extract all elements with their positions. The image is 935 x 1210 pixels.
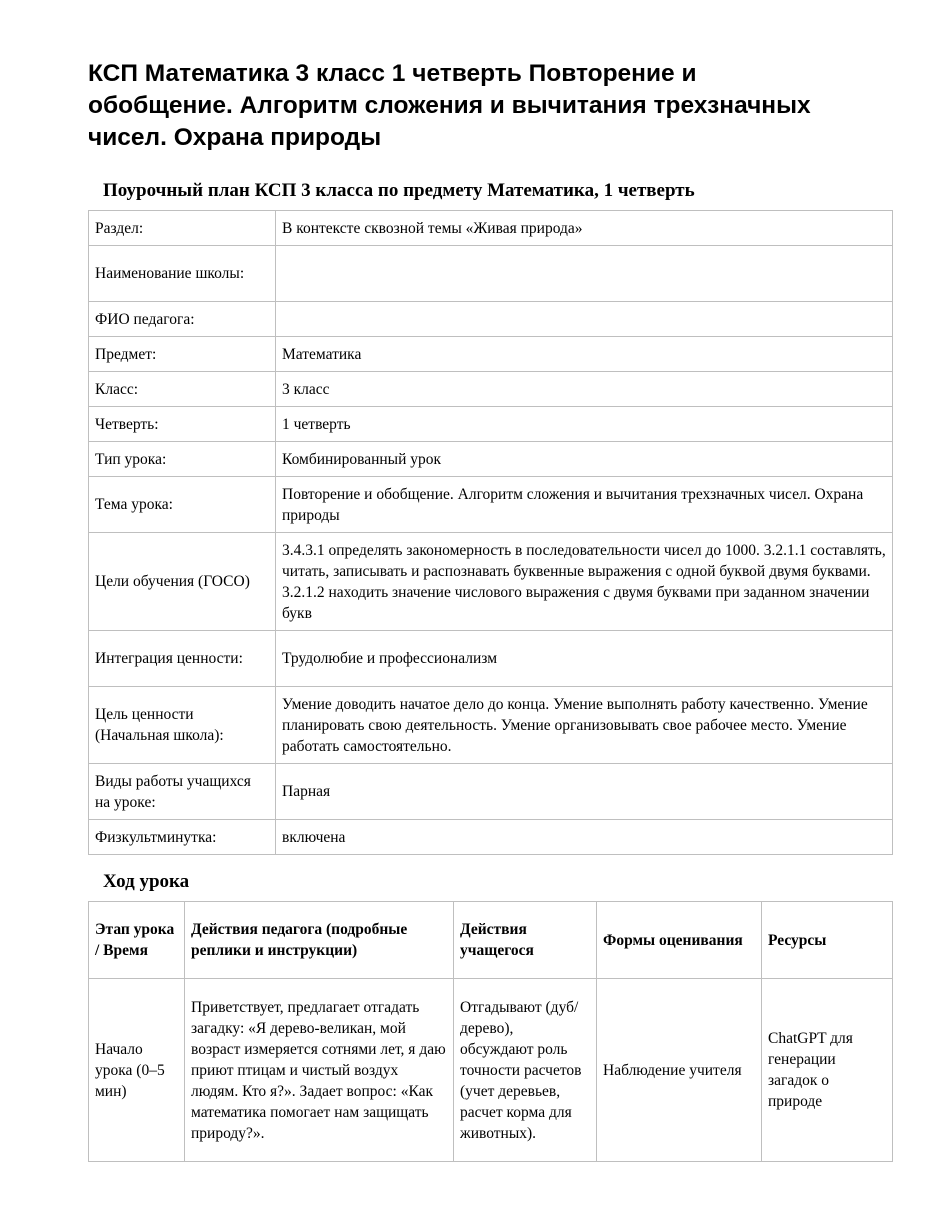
row-value: Умение доводить начатое дело до конца. Умение выполнять работу качественно. Умение планировать свою деятельность. Умение организовывать свое рабочее место. Умение работать самостоятельно. [276,687,893,764]
header-student-actions: Действия учащегося [454,902,597,979]
row-value: включена [276,820,893,855]
table-row [89,337,893,372]
lesson-progress-table [88,901,893,1162]
row-value: Повторение и обобщение. Алгоритм сложения и вычитания трехзначных чисел. Охрана природы [276,477,893,533]
lesson-section-title: Ход урока [103,871,190,892]
row-label: Физкультминутка: [89,820,276,855]
student-actions-cell: Отгадывают (дуб/дерево), обсуждают роль точности расчетов (учет деревьев, расчет корма для животных). [454,979,597,1162]
row-value: 1 четверть [276,407,893,442]
table-row [89,979,893,1162]
row-value: Парная [276,764,893,820]
row-label: Цели обучения (ГОСО) [89,533,276,631]
table-row [89,477,893,533]
header-assessment: Формы оценивания [597,902,762,979]
header-stage: Этап урока / Время [89,902,185,979]
table-row [89,442,893,477]
table-row [89,246,893,302]
header-resources: Ресурсы [762,902,893,979]
table-row [89,687,893,764]
row-label: Интеграция ценности: [89,631,276,687]
row-label: Тип урока: [89,442,276,477]
row-value: Трудолюбие и профессионализм [276,631,893,687]
row-label: Предмет: [89,337,276,372]
lesson-info-table [88,210,893,855]
header-teacher-actions: Действия педагога (подробные реплики и инструкции) [185,902,454,979]
row-label: Цель ценности (Начальная школа): [89,687,276,764]
row-label: Виды работы учащихся на уроке: [89,764,276,820]
row-value: Комбинированный урок [276,442,893,477]
row-value [276,302,893,337]
row-value: 3 класс [276,372,893,407]
table-row [89,211,893,246]
row-label: Тема урока: [89,477,276,533]
table-row [89,302,893,337]
page-title: КСП Математика 3 класс 1 четверть Повторение и обобщение. Алгоритм сложения и вычитания трехзначных чисел. Охрана природы [88,60,811,151]
plan-subtitle: Поурочный план КСП 3 класса по предмету Математика, 1 четверть [103,180,695,201]
teacher-actions-cell: Приветствует, предлагает отгадать загадку: «Я дерево-великан, мой возраст измеряется сотнями лет, я даю приют птицам и чистый воздух людям. Кто я?». Задает вопрос: «Как математика помогает нам защищать природу?». [185,979,454,1162]
assessment-cell: Наблюдение учителя [597,979,762,1162]
row-value [276,246,893,302]
row-label: ФИО педагога: [89,302,276,337]
table-row [89,407,893,442]
table-row [89,631,893,687]
table-header-row [89,902,893,979]
table-row [89,764,893,820]
row-label: Наименование школы: [89,246,276,302]
resources-cell: ChatGPT для генерации загадок о природе [762,979,893,1162]
table-row [89,820,893,855]
table-row [89,533,893,631]
row-label: Четверть: [89,407,276,442]
row-label: Раздел: [89,211,276,246]
row-label: Класс: [89,372,276,407]
row-value: 3.4.3.1 определять закономерность в последовательности чисел до 1000. 3.2.1.1 составлять, читать, записывать и распознавать буквенные выражения с одной буквой двумя буквами. 3.2.1.2 находить значение числового выражения с двумя буквами при заданном значении букв [276,533,893,631]
row-value: В контексте сквозной темы «Живая природа» [276,211,893,246]
stage-cell: Начало урока (0–5 мин) [89,979,185,1162]
table-row [89,372,893,407]
row-value: Математика [276,337,893,372]
